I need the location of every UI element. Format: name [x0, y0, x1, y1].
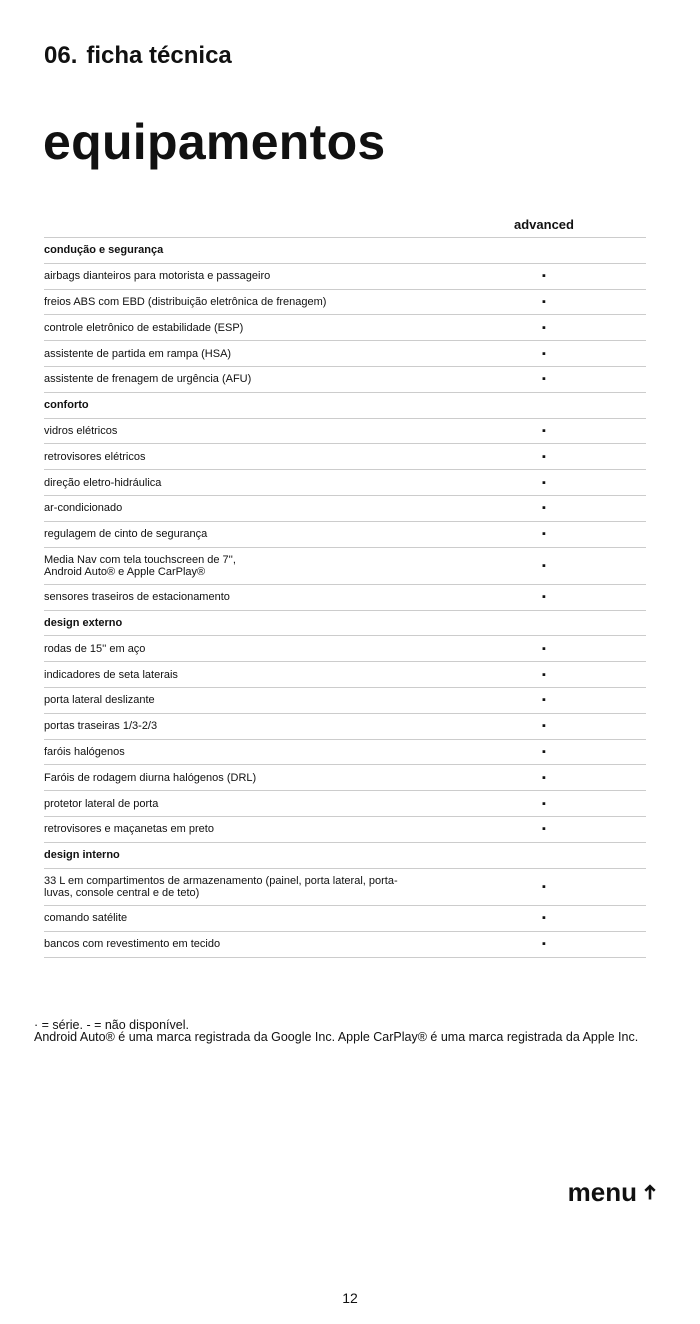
group-name: conforto: [44, 399, 89, 412]
table-row: [44, 444, 646, 470]
row-label: vidros elétricos: [44, 424, 118, 437]
row-value-advanced: ▪: [542, 746, 546, 759]
row-label-line: Media Nav com tela touchscreen de 7'',: [44, 553, 236, 566]
section-number: 06.: [44, 42, 78, 69]
row-label: Faróis de rodagem diurna halógenos (DRL): [44, 771, 257, 784]
row-label: assistente de partida em rampa (HSA): [44, 347, 232, 360]
table-row: [44, 869, 646, 906]
menu-link[interactable]: [568, 1178, 656, 1206]
row-label: faróis halógenos: [44, 746, 125, 759]
row-value-advanced: ▪: [542, 295, 546, 308]
row-value-advanced: ▪: [542, 502, 546, 515]
table-row: [44, 496, 646, 522]
row-label-line: Android Auto® e Apple CarPlay®: [44, 565, 206, 578]
table-row: [44, 264, 646, 290]
row-label: ar-condicionado: [44, 502, 123, 515]
row-label-line: 33 L em compartimentos de armazenamento (painel, porta lateral, porta-: [44, 874, 398, 887]
row-label: bancos com revestimento em tecido: [44, 938, 221, 951]
row-label: assistente de frenagem de urgência (AFU): [44, 373, 252, 386]
table-row: [44, 548, 646, 585]
table-row: [44, 817, 646, 843]
equipment-table: [44, 212, 646, 958]
row-label: rodas de 15'' em aço: [44, 642, 146, 655]
group-name: design externo: [44, 617, 123, 630]
row-label: [44, 875, 494, 899]
table-row: [44, 740, 646, 766]
row-label: regulagem de cinto de segurança: [44, 528, 208, 541]
row-value-advanced: ▪: [542, 347, 546, 360]
row-label: freios ABS com EBD (distribuição eletrônica de frenagem): [44, 295, 327, 308]
table-group-heading: [44, 393, 646, 419]
table-group-heading: [44, 843, 646, 869]
row-value-advanced: ▪: [542, 424, 546, 437]
row-value-advanced: ▪: [542, 823, 546, 836]
table-row: [44, 932, 646, 958]
row-label-line: luvas, console central e de teto): [44, 886, 200, 899]
row-label: controle eletrônico de estabilidade (ESP): [44, 321, 244, 334]
row-value-advanced: ▪: [542, 270, 546, 283]
legend-note: · = série. - = não disponível.: [34, 1018, 189, 1032]
table-row: [44, 662, 646, 688]
table-row: [44, 341, 646, 367]
row-label: comando satélite: [44, 912, 128, 925]
table-row: [44, 906, 646, 932]
table-group-heading: [44, 611, 646, 637]
arrow-up-icon: [644, 1184, 656, 1200]
row-value-advanced: ▪: [542, 912, 546, 925]
row-value-advanced: ▪: [542, 559, 546, 572]
column-header-advanced: advanced: [514, 216, 574, 232]
row-value-advanced: ▪: [542, 591, 546, 604]
row-value-advanced: ▪: [542, 450, 546, 463]
row-label: portas traseiras 1/3-2/3: [44, 720, 158, 733]
section-heading: [44, 42, 232, 70]
row-label: porta lateral deslizante: [44, 694, 155, 707]
row-label: retrovisores elétricos: [44, 450, 146, 463]
table-header-row: [44, 212, 646, 238]
page-number: 12: [342, 1290, 358, 1306]
row-value-advanced: ▪: [542, 694, 546, 707]
row-value-advanced: ▪: [542, 938, 546, 951]
row-label: direção eletro-hidráulica: [44, 476, 162, 489]
row-value-advanced: ▪: [542, 771, 546, 784]
table-row: [44, 688, 646, 714]
row-value-advanced: ▪: [542, 476, 546, 489]
table-row: [44, 290, 646, 316]
table-row: [44, 470, 646, 496]
row-value-advanced: ▪: [542, 373, 546, 386]
trademark-note: Android Auto® é uma marca registrada da Google Inc. Apple CarPlay® é uma marca registrada da Apple Inc.: [34, 1030, 639, 1044]
section-title: ficha técnica: [86, 42, 232, 69]
row-value-advanced: ▪: [542, 528, 546, 541]
table-row: [44, 419, 646, 445]
row-label: [44, 554, 494, 578]
row-value-advanced: ▪: [542, 321, 546, 334]
footnotes: [34, 1019, 638, 1043]
page-title: equipamentos: [43, 114, 386, 170]
table-row: [44, 585, 646, 611]
row-value-advanced: ▪: [542, 642, 546, 655]
table-row: [44, 315, 646, 341]
row-value-advanced: ▪: [542, 668, 546, 681]
table-row: [44, 367, 646, 393]
table-row: [44, 714, 646, 740]
menu-label: menu: [567, 1177, 637, 1207]
table-group-heading: [44, 238, 646, 264]
row-value-advanced: ▪: [542, 797, 546, 810]
table-row: [44, 522, 646, 548]
table-row: [44, 636, 646, 662]
row-label: retrovisores e maçanetas em preto: [44, 823, 214, 836]
row-label: sensores traseiros de estacionamento: [44, 591, 230, 604]
row-label: airbags dianteiros para motorista e passageiro: [44, 270, 271, 283]
row-label: protetor lateral de porta: [44, 797, 159, 810]
table-row: [44, 791, 646, 817]
row-value-advanced: ▪: [542, 720, 546, 733]
row-value-advanced: ▪: [542, 880, 546, 893]
row-label: indicadores de seta laterais: [44, 668, 178, 681]
group-name: condução e segurança: [44, 244, 164, 257]
group-name: design interno: [44, 849, 120, 862]
table-row: [44, 765, 646, 791]
